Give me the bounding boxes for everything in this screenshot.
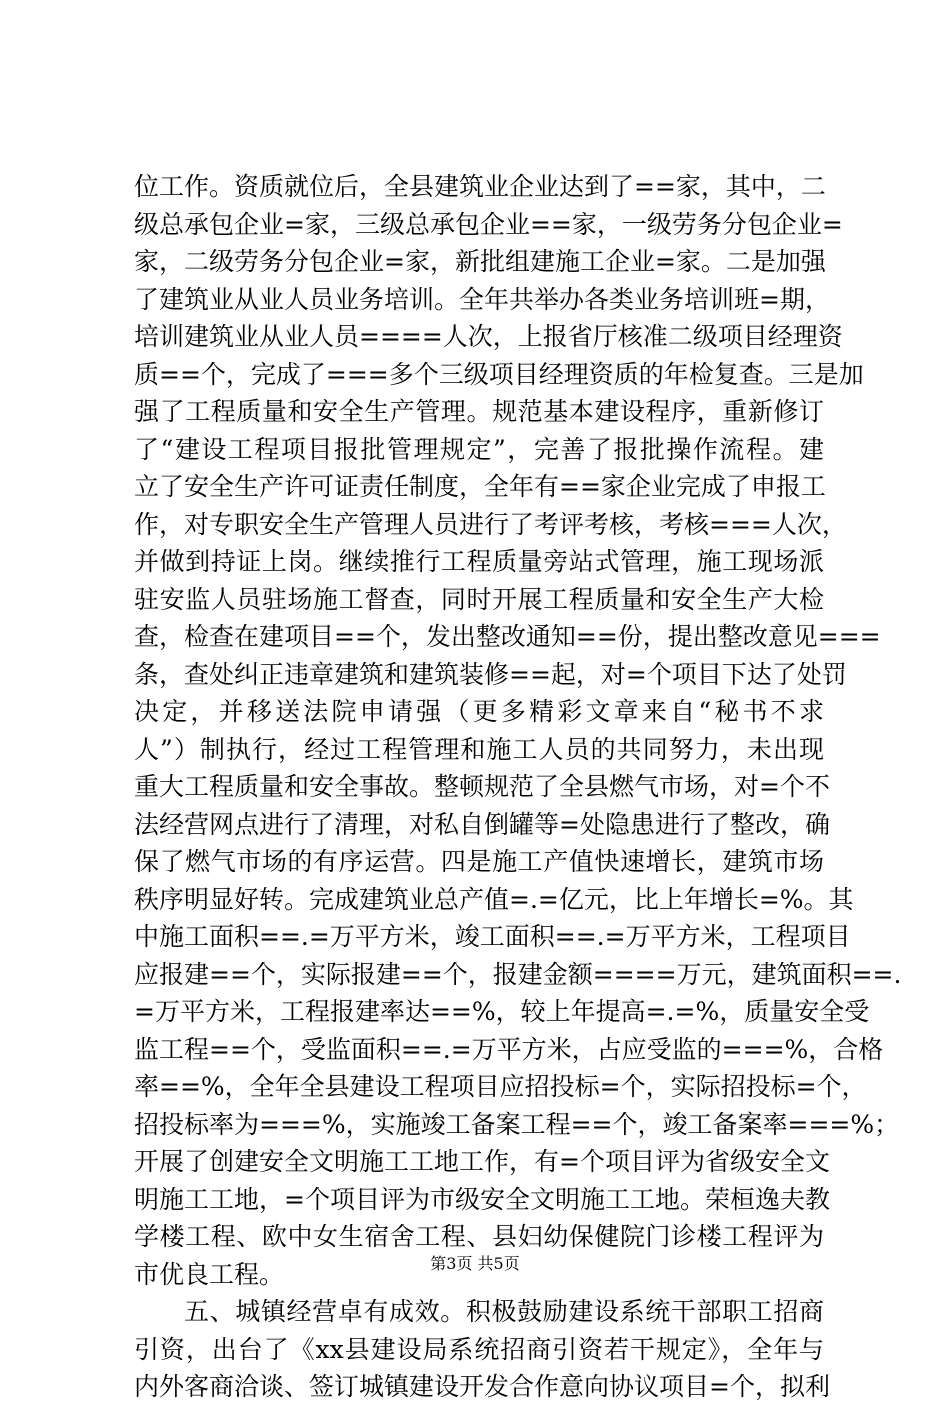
text-line: 立了安全生产许可证责任制度，全年有==家企业完成了申报工 (134, 472, 826, 501)
text-line: 监工程==个，受监面积==.=万平方米，占应受监的===%，合格 (134, 1034, 884, 1064)
text-line: 率==%，全年全县建设工程项目应招投标=个，实际招投标=个， (134, 1072, 867, 1101)
text-line: 强了工程质量和安全生产管理。规范基本建设程序，重新修订 (134, 397, 824, 426)
body-text (134, 168, 902, 1406)
text-line: 五、城镇经营卓有成效。积极鼓励建设系统干部职工招商 (184, 1297, 824, 1326)
text-line: 条，查处纠正违章建筑和建筑装修==起，对=个项目下达了处罚 (134, 659, 847, 689)
text-line: 引资，出台了《xx县建设局系统招商引资若干规定》，全年与 (134, 1334, 824, 1364)
text-line: 培训建筑业从业人员====人次，上报省厅核准二级项目经理资 (134, 322, 843, 351)
text-line: 家，二级劳务分包企业=家，新批组建施工企业=家。二是加强 (134, 247, 826, 276)
text-line: 应报建==个，实际报建==个，报建金额====万元，建筑面积==. (134, 959, 902, 989)
text-line: 招投标率为===%，实施竣工备案工程==个，竣工备案率===%； (134, 1109, 900, 1139)
text-line: 决定，并移送法院申请强（更多精彩文章来自“秘书不求 (134, 697, 824, 726)
text-line: 中施工面积==.=万平方米，竣工面积==.=万平方米，工程项目 (134, 922, 851, 951)
text-line: 内外客商洽谈、签订城镇建设开发合作意向协议项目=个，拟利 (134, 1372, 830, 1401)
page-number-footer: 第3页 共5页 (430, 1254, 520, 1273)
text-line: 驻安监人员驻场施工督查，同时开展工程质量和安全生产大检 (134, 584, 824, 614)
text-line: 位工作。资质就位后，全县建筑业企业达到了==家，其中，二 (134, 172, 826, 201)
text-line: 级总承包企业=家，三级总承包企业==家，一级劳务分包企业= (134, 209, 843, 239)
text-line: 质==个，完成了===多个三级项目经理资质的年检复查。三是加 (134, 359, 864, 389)
text-line: 学楼工程、欧中女生宿舍工程、县妇幼保健院门诊楼工程评为 (134, 1222, 824, 1251)
text-line: 作，对专职安全生产管理人员进行了考评考核，考核===人次， (134, 509, 847, 539)
text-line: 了建筑业从业人员业务培训。全年共举办各类业务培训班=期， (134, 284, 830, 314)
text-line: 并做到持证上岗。继续推行工程质量旁站式管理，施工现场派 (134, 547, 824, 576)
text-line: 查，检查在建项目==个，发出整改通知==份，提出整改意见=== (134, 622, 881, 651)
text-line: 保了燃气市场的有序运营。四是施工产值快速增长，建筑市场 (134, 847, 824, 876)
text-line: 明施工工地，=个项目评为市级安全文明施工工地。荣桓逸夫教 (134, 1184, 830, 1214)
text-line: 秩序明显好转。完成建筑业总产值=.=亿元，比上年增长=%。其 (134, 884, 854, 914)
text-line: 人”）制执行，经过工程管理和施工人员的共同努力，未出现 (134, 734, 824, 764)
text-line: 市优良工程。 (134, 1259, 285, 1289)
text-line: =万平方米，工程报建率达==%，较上年提高=.=%，质量安全受 (134, 997, 870, 1026)
text-line: 重大工程质量和安全事故。整顿规范了全县燃气市场，对=个不 (134, 772, 830, 801)
text-line: 了“建设工程项目报批管理规定”，完善了报批操作流程。建 (134, 434, 824, 464)
text-line: 开展了创建安全文明施工工地工作，有=个项目评为省级安全文 (134, 1147, 830, 1176)
text-line: 法经营网点进行了清理，对私自倒罐等=处隐患进行了整改，确 (134, 809, 830, 839)
